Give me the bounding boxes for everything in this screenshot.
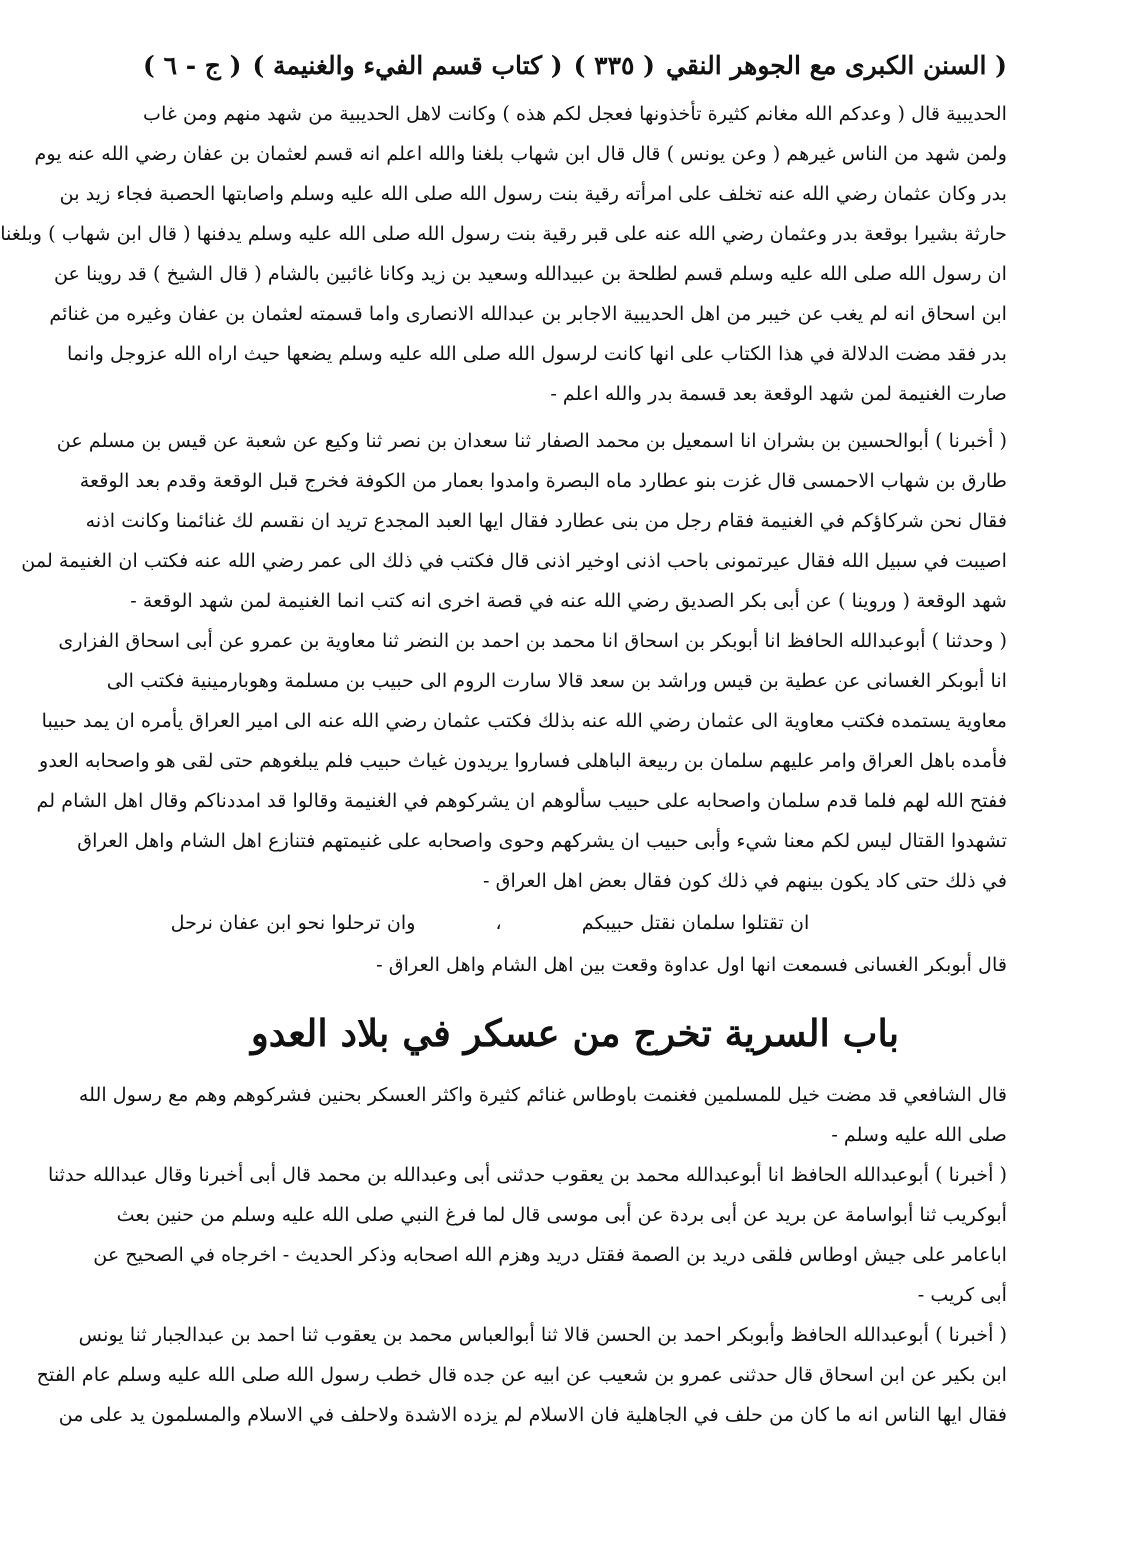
text-line: طارق بن شهاب الاحمسى قال غزت بنو عطارد ماه البصرة وامدوا بعمار من الكوفة فخرج قبل الوقعة وقدم بعد الوقعة (79, 469, 1007, 492)
text-line: ( أخبرنا ) أبوالحسين بن بشران انا اسمعيل بن محمد الصفار ثنا سعدان بن نصر ثنا وكيع عن شعبة عن قيس بن مسلم عن (56, 429, 1007, 452)
verse-second-hemistich: وان ترحلوا نحو ابن عفان نرحل (170, 911, 416, 934)
verse-separator: ، (495, 911, 502, 934)
paragraph-shafii (78, 1075, 1007, 1155)
text-line: قال أبوبكر الغسانى فسمعت انها اول عداوة وقعت بين اهل الشام واهل العراق - (376, 953, 1007, 976)
text-line: أبوكريب ثنا أبواسامة عن بريد عن أبى بردة عن أبى موسى قال لما فرغ النبي صلى الله عليه وسلم من حنين بعث (116, 1203, 1007, 1226)
text-line: ( أخبرنا ) أبوعبدالله الحافظ وأبوبكر احمد بن الحسن قالا ثنا أبوالعباس محمد بن يعقوب ثنا احمد بن عبدالجبار ثنا يونس (78, 1323, 1007, 1346)
text-line: ابن اسحاق انه لم يغب عن خيبر من اهل الحديبية الاجابر بن عبدالله الانصارى واما قسمته لعثمان بن عفان وغيره من غنائم (49, 302, 1007, 325)
text-line: معاوية يستمده فكتب معاوية الى عثمان رضي الله عنه بذلك فكتب عثمان رضي الله عنه الى امير العراق يأمره ان يمد حبيبا (41, 709, 1007, 732)
paragraph-abu-musa (47, 1155, 1007, 1315)
text-line: ( أخبرنا ) أبوعبدالله الحافظ انا أبوعبدالله محمد بن يعقوب حدثنى أبى وعبدالله بن محمد قال أبى أخبرنا وقال عبدالله حدثنا (47, 1163, 1007, 1186)
text-line: تشهدوا القتال ليس لكم معنا شيء وأبى حبيب ان يشركهم وحوى واصحابه على غنيمتهم فتنازع اهل الشام واهل العراق (77, 829, 1007, 852)
paragraph-tariq-ibn-shihab (21, 421, 1007, 621)
text-line: اباعامر على جيش اوطاس فلقى دريد بن الصمة فقتل دريد وهزم الله اصحابه وذكر الحديث - اخرجاه في الصحيح عن (93, 1243, 1007, 1266)
text-line: بدر وكان عثمان رضي الله عنه تخلف على امرأته رقية بنت رسول الله صلى الله عليه وسلم واصابتها الحصبة فجاء زيد بن (59, 182, 1007, 205)
text-line: اصيبت في سبيل الله فقال عيرتمونى باحب اذنى اوخير اذنى قال فكتب في ذلك الى عمر رضي الله عنه فكتب ان الغنيمة لمن (21, 549, 1007, 572)
paragraph-amr-ibn-shuayb (36, 1315, 1007, 1435)
header-page-number: ( ٣٣٥ ) (573, 51, 656, 80)
text-line: ابن بكير عن ابن اسحاق قال حدثنى عمرو بن شعيب عن ابيه عن جده قال خطب رسول الله صلى الله عليه وسلم عام الفتح (36, 1363, 1007, 1386)
verse-first-hemistich: ان تقتلوا سلمان نقتل حبيبكم (581, 911, 810, 934)
text-line: صارت الغنيمة لمن شهد الوقعة بعد قسمة بدر والله اعلم - (550, 382, 1007, 405)
header-volume: ( ج - ٦ ) (143, 51, 242, 80)
text-line: انا أبوبكر الغسانى عن عطية بن قيس وراشد بن سعد قالا سارت الروم الى حبيب بن مسلمة وهوبارمينية فكتب الى (106, 669, 1007, 692)
text-line: ففتح الله لهم فلما قدم سلمان واصحابه على حبيب سألوهم ان يشركوهم في الغنيمة وقالوا قد امددناكم وقال اهل الشام لم (36, 789, 1007, 812)
chapter-title: باب السرية تخرج من عسكر في بلاد العدو (250, 1011, 900, 1055)
text-line: ( وحدثنا ) أبوعبدالله الحافظ انا أبوبكر بن اسحاق انا محمد بن احمد بن النضر ثنا معاوية بن عمرو عن أبى اسحاق الفزارى (58, 629, 1007, 652)
header-title: ( السنن الكبرى مع الجوهر النقي (666, 51, 1007, 80)
text-line: بدر فقد مضت الدلالة في هذا الكتاب على انها كانت لرسول الله صلى الله عليه وسلم يضعها حيث اراه الله عزوجل وانما (66, 342, 1007, 365)
text-line: شهد الوقعة ( وروينا ) عن أبى بكر الصديق رضي الله عنه في قصة اخرى انه كتب انما الغنيمة لمن شهد الوقعة - (130, 589, 1007, 612)
text-line: أبى كريب - (917, 1283, 1007, 1306)
paragraph-ghassani (143, 945, 1007, 985)
poetry-verse (143, 901, 1007, 945)
text-line: صلى الله عليه وسلم - (831, 1123, 1007, 1146)
text-line: في ذلك حتى كاد يكون بينهم في ذلك كون فقال بعض اهل العراق - (483, 869, 1007, 892)
text-line: حارثة بشيرا بوقعة بدر وعثمان رضي الله عنه على قبر رقية بنت رسول الله صلى الله عليه وسلم يدفنها ( قال ابن شهاب ) وبلغنا (0, 222, 1007, 245)
text-line: الحديبية قال ( وعدكم الله مغانم كثيرة تأخذونها فعجل لكم هذه ) وكانت لاهل الحديبية من شهد منهم ومن غاب (143, 102, 1007, 125)
text-line: فقال ايها الناس انه ما كان من حلف في الجاهلية فان الاسلام لم يزده الاشدة ولاحلف في الاسلام والمسلمون يد على من (58, 1403, 1007, 1426)
paragraph-habib-ibn-maslama (36, 621, 1007, 901)
text-line: قال الشافعي قد مضت خيل للمسلمين فغنمت باوطاس غنائم كثيرة واكثر العسكر بحنين فشركوهم وهم مع رسول الله (78, 1083, 1007, 1106)
text-line: ان رسول الله صلى الله عليه وسلم قسم لطلحة بن عبيدالله وسعيد بن زيد وكانا غائبين بالشام ( قال الشيخ ) قد روينا عن (53, 262, 1007, 285)
text-line: فأمده باهل العراق وامر عليهم سلمان بن ربيعة الباهلى فساروا يريدون غياث حبيب فلم يبلغوهم حتى لقى هو واصحابه العدو (39, 749, 1007, 772)
running-header (143, 38, 1007, 94)
header-book: ( كتاب قسم الفيء والغنيمة ) (252, 51, 563, 80)
text-line: فقال نحن شركاؤكم في الغنيمة فقام رجل من بنى عطارد فقال ايها العبد المجدع تريد ان نقسم لك غنائمنا وكانت اذنه (85, 509, 1007, 532)
paragraph-hudaybiyya (0, 94, 1007, 414)
text-line: ولمن شهد من الناس غيرهم ( وعن يونس ) قال قال ابن شهاب بلغنا والله اعلم انه قسم لعثمان بن عفان رضي الله عنه يوم (34, 142, 1007, 165)
